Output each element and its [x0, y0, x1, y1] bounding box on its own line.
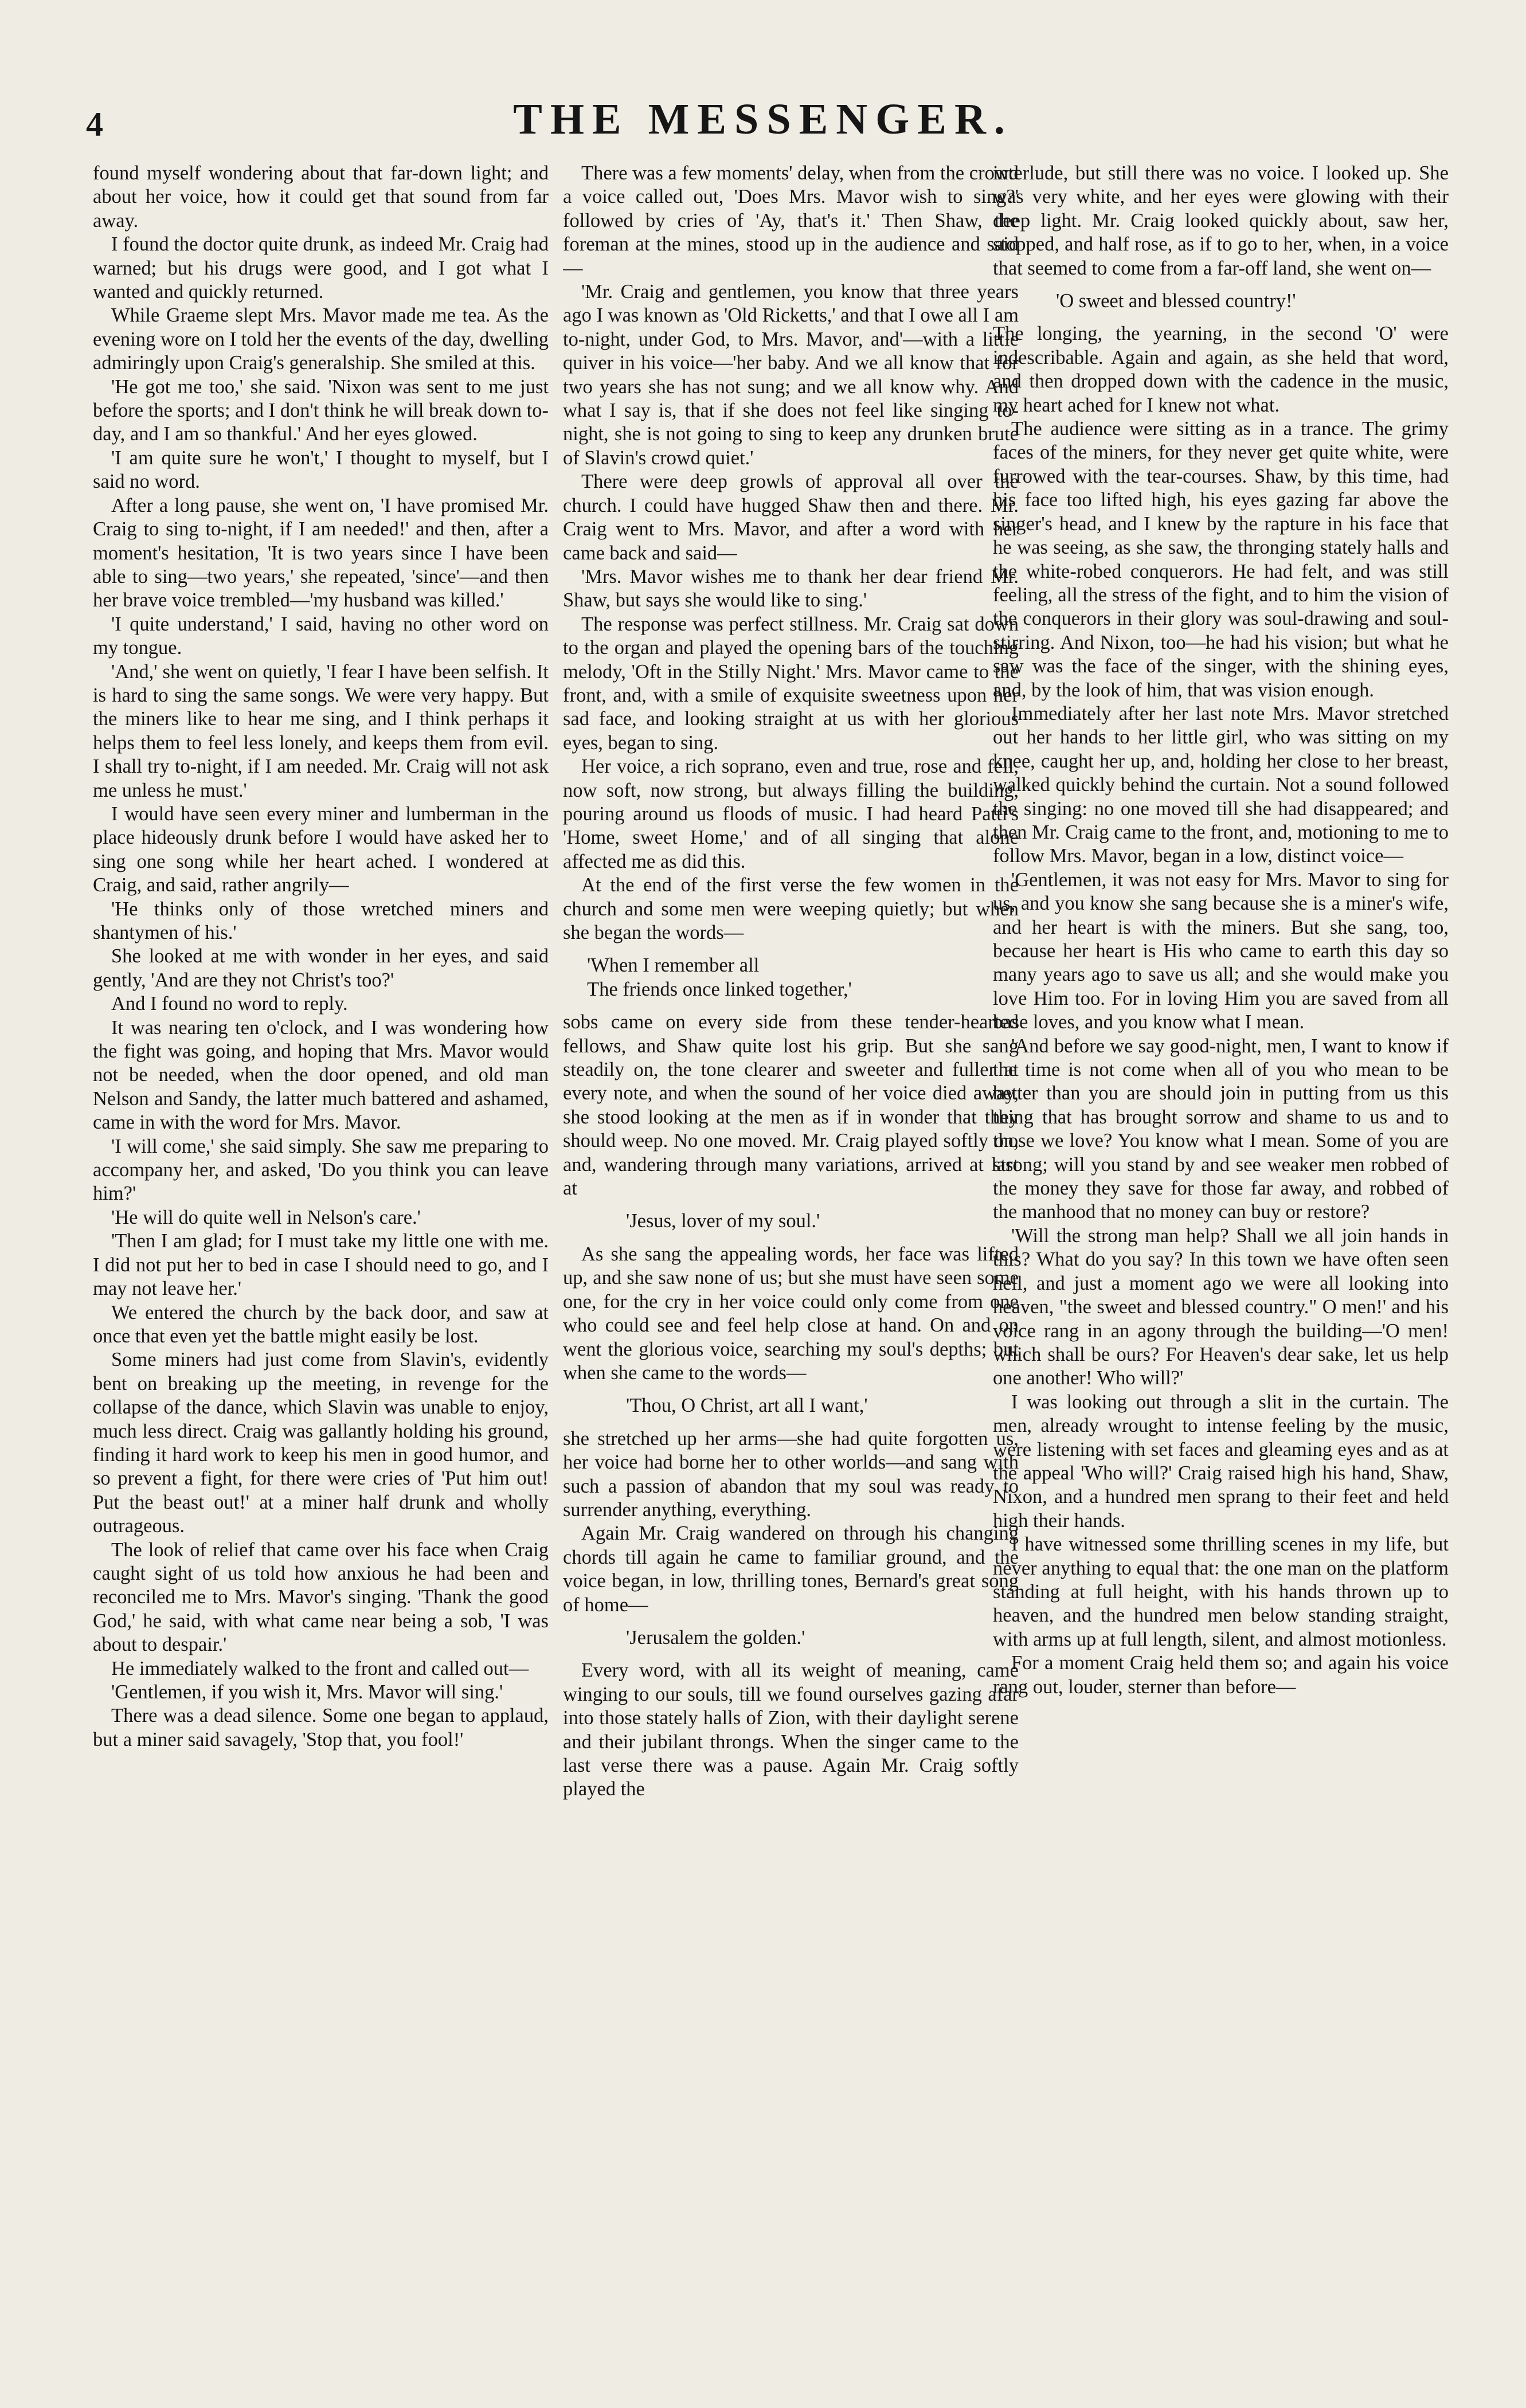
paragraph: interlude, but still there was no voice. I looked up. She was very white, and her eyes were glowing with their deep light. Mr. Craig looked quickly about, saw her, stopped, and half rose, as if to go to her, when, in a voice that seemed to come from a far-off land, she went on—	[993, 162, 1449, 279]
page-header	[0, 95, 1526, 146]
paragraph: There was a dead silence. Some one began to applaud, but a miner said savagely, 'Stop that, you fool!'	[93, 1705, 549, 1751]
verse-quote	[1056, 289, 1449, 313]
paragraph: She looked at me with wonder in her eyes, and said gently, 'And are they not Christ's too?'	[93, 945, 549, 991]
paragraph: found myself wondering about that far-down light; and about her voice, how it could get that sound from far away.	[93, 162, 549, 232]
text-column-2	[563, 162, 1019, 2363]
paragraph: 'Gentlemen, it was not easy for Mrs. Mavor to sing for us, and you know she sang because she is a miner's wife, and her heart is with the miners. But she sang, too, because her heart is His who came to earth this day so many years ago to save us all; and she would make you love Him too. For in loving Him you are saved from all base loves, and you know what I mean.	[993, 868, 1449, 1033]
paragraph: Immediately after her last note Mrs. Mavor stretched out her hands to her little girl, who was sitting on my knee, caught her up, and, holding her close to her breast, walked quickly behind the curtain. Not a sound followed the singing: no one moved till she had disappeared; and then Mr. Craig came to the front, and, motioning to me to follow Mrs. Mavor, began in a low, distinct voice—	[993, 702, 1449, 867]
paragraph: 'Gentlemen, if you wish it, Mrs. Mavor will sing.'	[111, 1681, 503, 1703]
verse-quote	[587, 954, 1019, 1001]
masthead-title: THE MESSENGER.	[513, 95, 1013, 143]
paragraph: 'He got me too,' she said. 'Nixon was sent to me just before the sports; and I don't think he will break down to-day, and I am so thankful.' And her eyes glowed.	[93, 375, 549, 445]
paragraph: While Graeme slept Mrs. Mavor made me tea. As the evening wore on I told her the events of the day, dwelling admiringly upon Craig's generalship. She smiled at this.	[93, 304, 549, 374]
paragraph: For a moment Craig held them so; and again his voice rang out, louder, sterner than before—	[993, 1652, 1449, 1698]
verse-line: The friends once linked together,'	[587, 978, 852, 1000]
paragraph: There was a few moments' delay, when from the crowd a voice called out, 'Does Mrs. Mavor wish to sing?' followed by cries of 'Ay, that's it.' Then Shaw, the foreman at the mines, stood up in the audience and said—	[563, 162, 1019, 279]
paragraph: 'I quite understand,' I said, having no other word on my tongue.	[93, 613, 549, 659]
paragraph: she stretched up her arms—she had quite forgotten us, her voice had borne her to other worlds—and sang with such a passion of abandon that my soul was ready to surrender anything, everything.	[563, 1427, 1019, 1521]
paragraph: 'And,' she went on quietly, 'I fear I have been selfish. It is hard to sing the same songs. We were very happy. But the miners like to hear me sing, and I think perhaps it helps them to feel less lonely, and keeps them from evil. I shall try to-night, if I am needed. Mr. Craig will not ask me unless he must.'	[93, 660, 549, 801]
paragraph: As she sang the appealing words, her face was lifted up, and she saw none of us; but she must have seen some one, for the cry in her voice could only come from one who could see and feel help close at hand. On and on went the glorious voice, searching my soul's depths; but when she came to the words—	[563, 1243, 1019, 1384]
paragraph: 'Will the strong man help? Shall we all join hands in this? What do you say? In this town we have often seen hell, and just a moment ago we were all looking into heaven, "the sweet and blessed country." O men!' and his voice rang in an agony through the building—'O men! which shall be ours? For Heaven's dear sake, let us help one another! Who will?'	[993, 1224, 1449, 1389]
paragraph: At the end of the first verse the few women in the church and some men were weeping quietly; but when she began the words—	[563, 874, 1019, 943]
paragraph: And I found no word to reply.	[111, 993, 348, 1015]
paragraph: The audience were sitting as in a trance. The grimy faces of the miners, for they never get quite white, were furrowed with the tear-courses. Shaw, by this time, had his face too lifted high, his eyes gazing far above the singer's head, and I knew by the rapture in his face that he was seeing, as she saw, the thronging stately halls and the white-robed conquerors. He had felt, and was still feeling, all the stress of the fight, and to him the vision of the conquerors in their glory was soul-drawing and soul-stirring. And Nixon, too—he had his vision; but what he saw was the face of the singer, with the shining eyes, and, by the look of him, that was vision enough.	[993, 418, 1449, 701]
paragraph: The response was perfect stillness. Mr. Craig sat down to the organ and played the opening bars of the touching melody, 'Oft in the Stilly Night.' Mrs. Mavor came to the front, and, with a smile of exquisite sweetness upon her sad face, and looking straight at us with her glorious eyes, began to sing.	[563, 613, 1019, 754]
paragraph: 'He thinks only of those wretched miners and shantymen of his.'	[93, 898, 549, 943]
paragraph: Her voice, a rich soprano, even and true, rose and fell, now soft, now strong, but always filling the building, pouring around us floods of music. I had heard Patti's 'Home, sweet Home,' and of all singing that alone affected me as did this.	[563, 755, 1019, 872]
verse-quote	[626, 1209, 1019, 1233]
paragraph: It was nearing ten o'clock, and I was wondering how the fight was going, and hoping that Mrs. Mavor would not be needed, when the door opened, and old man Nelson and Sandy, the latter much battered and ashamed, came in with the word for Mrs. Mavor.	[93, 1016, 549, 1134]
paragraph: Every word, with all its weight of meaning, came winging to our souls, till we found ourselves gazing afar into those stately halls of Zion, with their daylight serene and their jubilant throngs. When the singer came to the last verse there was a pause. Again Mr. Craig softly played the	[563, 1659, 1019, 1800]
paragraph: 'Then I am glad; for I must take my little one with me. I did not put her to bed in case I should need to go, and I may not leave her.'	[93, 1230, 549, 1300]
paragraph: We entered the church by the back door, and saw at once that even yet the battle might easily be lost.	[93, 1301, 549, 1347]
paragraph: 'I will come,' she said simply. She saw me preparing to accompany her, and asked, 'Do you think you can leave him?'	[93, 1135, 549, 1205]
text-column-3	[993, 162, 1449, 2363]
paragraph: 'And before we say good-night, men, I want to know if the time is not come when all of you who mean to be better than you are should join in putting from us this thing that has brought sorrow and shame to us and to those we love? You know what I mean. Some of you are strong; will you stand by and see weaker men robbed of the money they save for those far away, and robbed of the manhood that no money can buy or restore?	[993, 1035, 1449, 1223]
paragraph: 'Mrs. Mavor wishes me to thank her dear friend Mr. Shaw, but says she would like to sing.'	[563, 565, 1019, 612]
paragraph: 'He will do quite well in Nelson's care.'	[111, 1206, 421, 1228]
verse-line: 'Jerusalem the golden.'	[626, 1626, 805, 1649]
paragraph: There were deep growls of approval all over the church. I could have hugged Shaw then and there. Mr. Craig went to Mrs. Mavor, and after a word with her came back and said—	[563, 471, 1019, 564]
paragraph: I have witnessed some thrilling scenes in my life, but never anything to equal that: the one man on the platform standing at full height, with his hands thrown up to heaven, and the hundred men below standing straight, with arms up at full length, silent, and almost motionless.	[993, 1533, 1449, 1650]
verse-quote	[626, 1626, 1019, 1650]
paragraph: 'Mr. Craig and gentlemen, you know that three years ago I was known as 'Old Ricketts,' and that I owe all I am to-night, under God, to Mrs. Mavor, and'—with a little quiver in his voice—'her baby. And we all know that for two years she has not sung; and we all know why. And what I say is, that if she does not feel like singing to-night, she is not going to sing to keep any drunken brute of Slavin's crowd quiet.'	[563, 281, 1019, 469]
text-column-1	[93, 162, 549, 2363]
page-number: 4	[86, 105, 103, 143]
verse-line: 'Thou, O Christ, art all I want,'	[626, 1395, 868, 1417]
verse-line: 'O sweet and blessed country!'	[1056, 290, 1296, 312]
paragraph: The look of relief that came over his face when Craig caught sight of us told how anxious he had been and reconciled me to Mrs. Mavor's singing. 'Thank the good God,' he said, with what came near being a sob, 'I was about to despair.'	[93, 1538, 549, 1656]
paragraph: After a long pause, she went on, 'I have promised Mr. Craig to sing to-night, if I am needed!' and then, after a moment's hesitation, 'It is two years since I have been able to sing—two years,' she repeated, 'since'—and then her brave voice trembled—'my husband was killed.'	[93, 494, 549, 612]
paragraph: He immediately walked to the front and called out—	[111, 1657, 529, 1679]
paragraph: I would have seen every miner and lumberman in the place hideously drunk before I would have asked her to sing one song while her heart ached. I wondered at Craig, and said, rather angrily—	[93, 802, 549, 896]
paragraph: Again Mr. Craig wandered on through his changing chords till again he came to familiar ground, and the voice began, in low, thrilling tones, Bernard's great song of home—	[563, 1522, 1019, 1616]
verse-quote	[626, 1394, 1019, 1418]
paragraph: I was looking out through a slit in the curtain. The men, already wrought to intense feeling by the music, were listening with set faces and gleaming eyes and as at the appeal 'Who will?' Craig raised high his hand, Shaw, Nixon, and a hundred men sprang to their feet and held high their hands.	[993, 1391, 1449, 1532]
verse-line: 'Jesus, lover of my soul.'	[626, 1210, 820, 1232]
paragraph: 'I am quite sure he won't,' I thought to myself, but I said no word.	[93, 447, 549, 493]
verse-line: 'When I remember all	[587, 954, 760, 977]
paragraph: sobs came on every side from these tender-hearted fellows, and Shaw quite lost his grip. But she sang steadily on, the tone clearer and sweeter and fuller at every note, and when the sound of her voice died away, she stood looking at the men as if in wonder that they should weep. No one moved. Mr. Craig played softly on, and, wandering through many variations, arrived at last at	[563, 1011, 1019, 1200]
paragraph: I found the doctor quite drunk, as indeed Mr. Craig had warned; but his drugs were good, and I got what I wanted and quickly returned.	[93, 233, 549, 303]
paragraph: The longing, the yearning, in the second 'O' were indescribable. Again and again, as she held that word, and then dropped down with the cadence in the music, my heart ached for I knew not what.	[993, 323, 1449, 416]
paragraph: Some miners had just come from Slavin's, evidently bent on breaking up the meeting, in revenge for the collapse of the dance, which Slavin was unable to enjoy, much less direct. Craig was gallantly holding his ground, finding it hard work to keep his men in good humor, and so prevent a fight, for there were cries of 'Put him out! Put the beast out!' at a miner half drunk and wholly outrageous.	[93, 1349, 549, 1537]
